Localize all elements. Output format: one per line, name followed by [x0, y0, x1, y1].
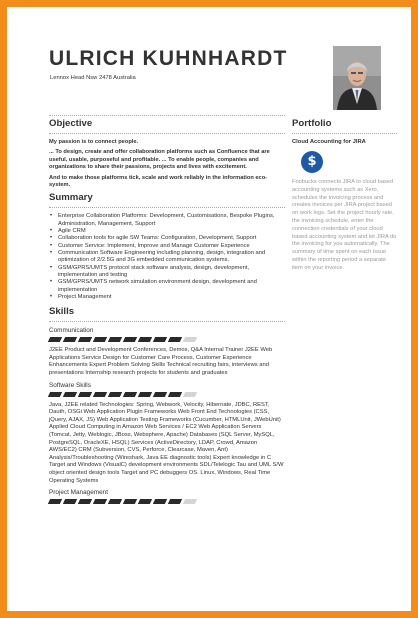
- summary-item: • Collaboration tools for agile SW Teams: Configuration, Development, Support: [49, 235, 285, 242]
- skill-segment-filled: [108, 392, 122, 397]
- skill-group-title: Project Management: [49, 489, 108, 497]
- skill-segment-filled: [168, 392, 182, 397]
- dollar-coin-icon: $: [301, 151, 323, 173]
- portfolio-item-title: Cloud Accounting for JIRA: [292, 139, 366, 145]
- skills-heading: Skills: [49, 306, 75, 318]
- header-divider: [49, 115, 285, 116]
- skill-segment-filled: [63, 337, 77, 342]
- objective-paragraph: My passion is to connect people.: [49, 139, 139, 145]
- summary-item: • Project Management: [49, 294, 285, 301]
- skill-segment-filled: [48, 337, 62, 342]
- skill-segment-filled: [93, 337, 107, 342]
- profile-photo: [333, 46, 381, 110]
- skill-segment-filled: [153, 337, 167, 342]
- skill-segment-filled: [93, 392, 107, 397]
- objective-paragraph: ... To design, create and offer collaboration platforms such as Confluence that are useful, usable, purposeful and profitable. ... To enable people, companies and organizations to share their passions, projects and lives with excitement.: [49, 149, 270, 171]
- portfolio-divider: [292, 133, 397, 134]
- skill-segment-filled: [93, 499, 107, 504]
- portfolio-heading: Portfolio: [292, 118, 332, 129]
- skill-level-bar: [49, 337, 285, 342]
- skill-segment-filled: [78, 499, 92, 504]
- skill-segment-filled: [123, 337, 137, 342]
- skill-group-text: J2EE Product and Development Conferences, Demos, Q&A Internal Trainer J2EE Web Applications Service Design for Customer Care Process, Customer Experience Enhancements Expert Problem Solving Skills Technical recruiting fairs, interviews and presentations Internship research projects for students and graduates: [49, 347, 273, 376]
- summary-item: • GSM/GPRS/UMTS protocol stack software analysis, design, development, implementation and testing: [49, 265, 285, 279]
- summary-heading: Summary: [49, 192, 93, 204]
- summary-item: • Enterprise Collaboration Platforms: Development, Customisations, Bespoke Plugins, Administration, Management, Support: [49, 213, 285, 227]
- main-column: [49, 118, 285, 509]
- summary-item: • Customer Service: Implement, Improve and Manage Customer Experience: [49, 243, 285, 250]
- objective-heading: Objective: [49, 118, 93, 129]
- skill-segment-empty: [183, 392, 197, 397]
- skill-segment-filled: [138, 392, 152, 397]
- portfolio-item-description: Foobucks connects JIRA to cloud based accounting systems such as Xero, schedules the invoicing process and creates invoices per JIRA project based on work logs. Set the project hourly rate, the invoicing schedule, enter the connection credentials of your cloud based accounting system and let JIRA do the invoicing for you automatically. The summary of time spent on each issue within the reporting period a separate item on your invoice.: [292, 179, 397, 271]
- skill-segment-filled: [48, 392, 62, 397]
- summary-item: • Communication Software Engineering including planning, design, integration and optimization of 2/2.5G and 3G embedded communication systems.: [49, 250, 285, 264]
- skill-segment-filled: [153, 499, 167, 504]
- skill-segment-filled: [48, 499, 62, 504]
- objective-section: [49, 139, 285, 189]
- skill-group-title: Software Skills: [49, 381, 91, 389]
- candidate-name: ULRICH KUHNHARDT: [49, 47, 288, 70]
- skill-segment-filled: [138, 499, 152, 504]
- resume-page: [17, 15, 413, 618]
- summary-list: [49, 213, 285, 301]
- skill-group-text: Java, J2EE related Technologies: Spring, Webwork, Velocity, Hibernate, JDBC, REST, Dauth, OSGi Web Application Plugin Frameworks Web Front End Technologies (CSS, jQuery, AJAX, JS) Web Application Testing Frameworks (Cucumber, HTMLUnit, JWebUnit) Applied Cloud Computing in Amazon Web Services / EC2 Web Application Servers (Tomcat, Jetty, Weblogic, JBoss, Websphere, Apache) Databases (SQL Server, MySQL, PostgreSQL, OracleXE, HSQL) Services (ActiveDirectory, LDAP, Crowd, Amazon AWS/EC2) CRM (Subversion, CVS, Perforce, Clearcase, Maven, Ant) Analysis/Troubleshooting (Wireshark, Java EE diagnostic tools) Expert knowledge in C Target and Windows (VisualC) development environments SDL/Telelogic Tau and UML S/W object oriented design tools Target and PC debuggers OS. Linux, Windows, Real Time Operating Systems: [49, 401, 284, 484]
- skill-segment-filled: [63, 499, 77, 504]
- skill-group-title: Communication: [49, 327, 94, 335]
- skill-segment-filled: [63, 392, 77, 397]
- skill-segment-filled: [108, 499, 122, 504]
- summary-item: • GSM/GPRS/UMTS network simulation environment design, development and implementation: [49, 279, 285, 293]
- skill-segment-filled: [123, 499, 137, 504]
- summary-divider: [49, 207, 285, 208]
- skill-segment-filled: [168, 499, 182, 504]
- objective-divider: [49, 133, 285, 134]
- skill-level-bar: [49, 499, 285, 504]
- skills-divider: [49, 321, 285, 322]
- portrait-image: [333, 46, 381, 110]
- skill-segment-filled: [78, 337, 92, 342]
- skill-segment-filled: [78, 392, 92, 397]
- side-column: [292, 118, 397, 273]
- skill-segment-empty: [183, 337, 197, 342]
- objective-paragraph: And to make those platforms tick, scale and work reliably in the information eco-system.: [49, 174, 268, 189]
- skill-segment-empty: [183, 499, 197, 504]
- skill-level-bar: [49, 392, 285, 397]
- skill-segment-filled: [153, 392, 167, 397]
- skill-segment-filled: [123, 392, 137, 397]
- skill-segment-filled: [168, 337, 182, 342]
- summary-item: • Agile CRM: [49, 228, 285, 235]
- skill-segment-filled: [138, 337, 152, 342]
- skill-segment-filled: [108, 337, 122, 342]
- candidate-address: Lennox Head Nsw 2478 Australia: [50, 75, 136, 81]
